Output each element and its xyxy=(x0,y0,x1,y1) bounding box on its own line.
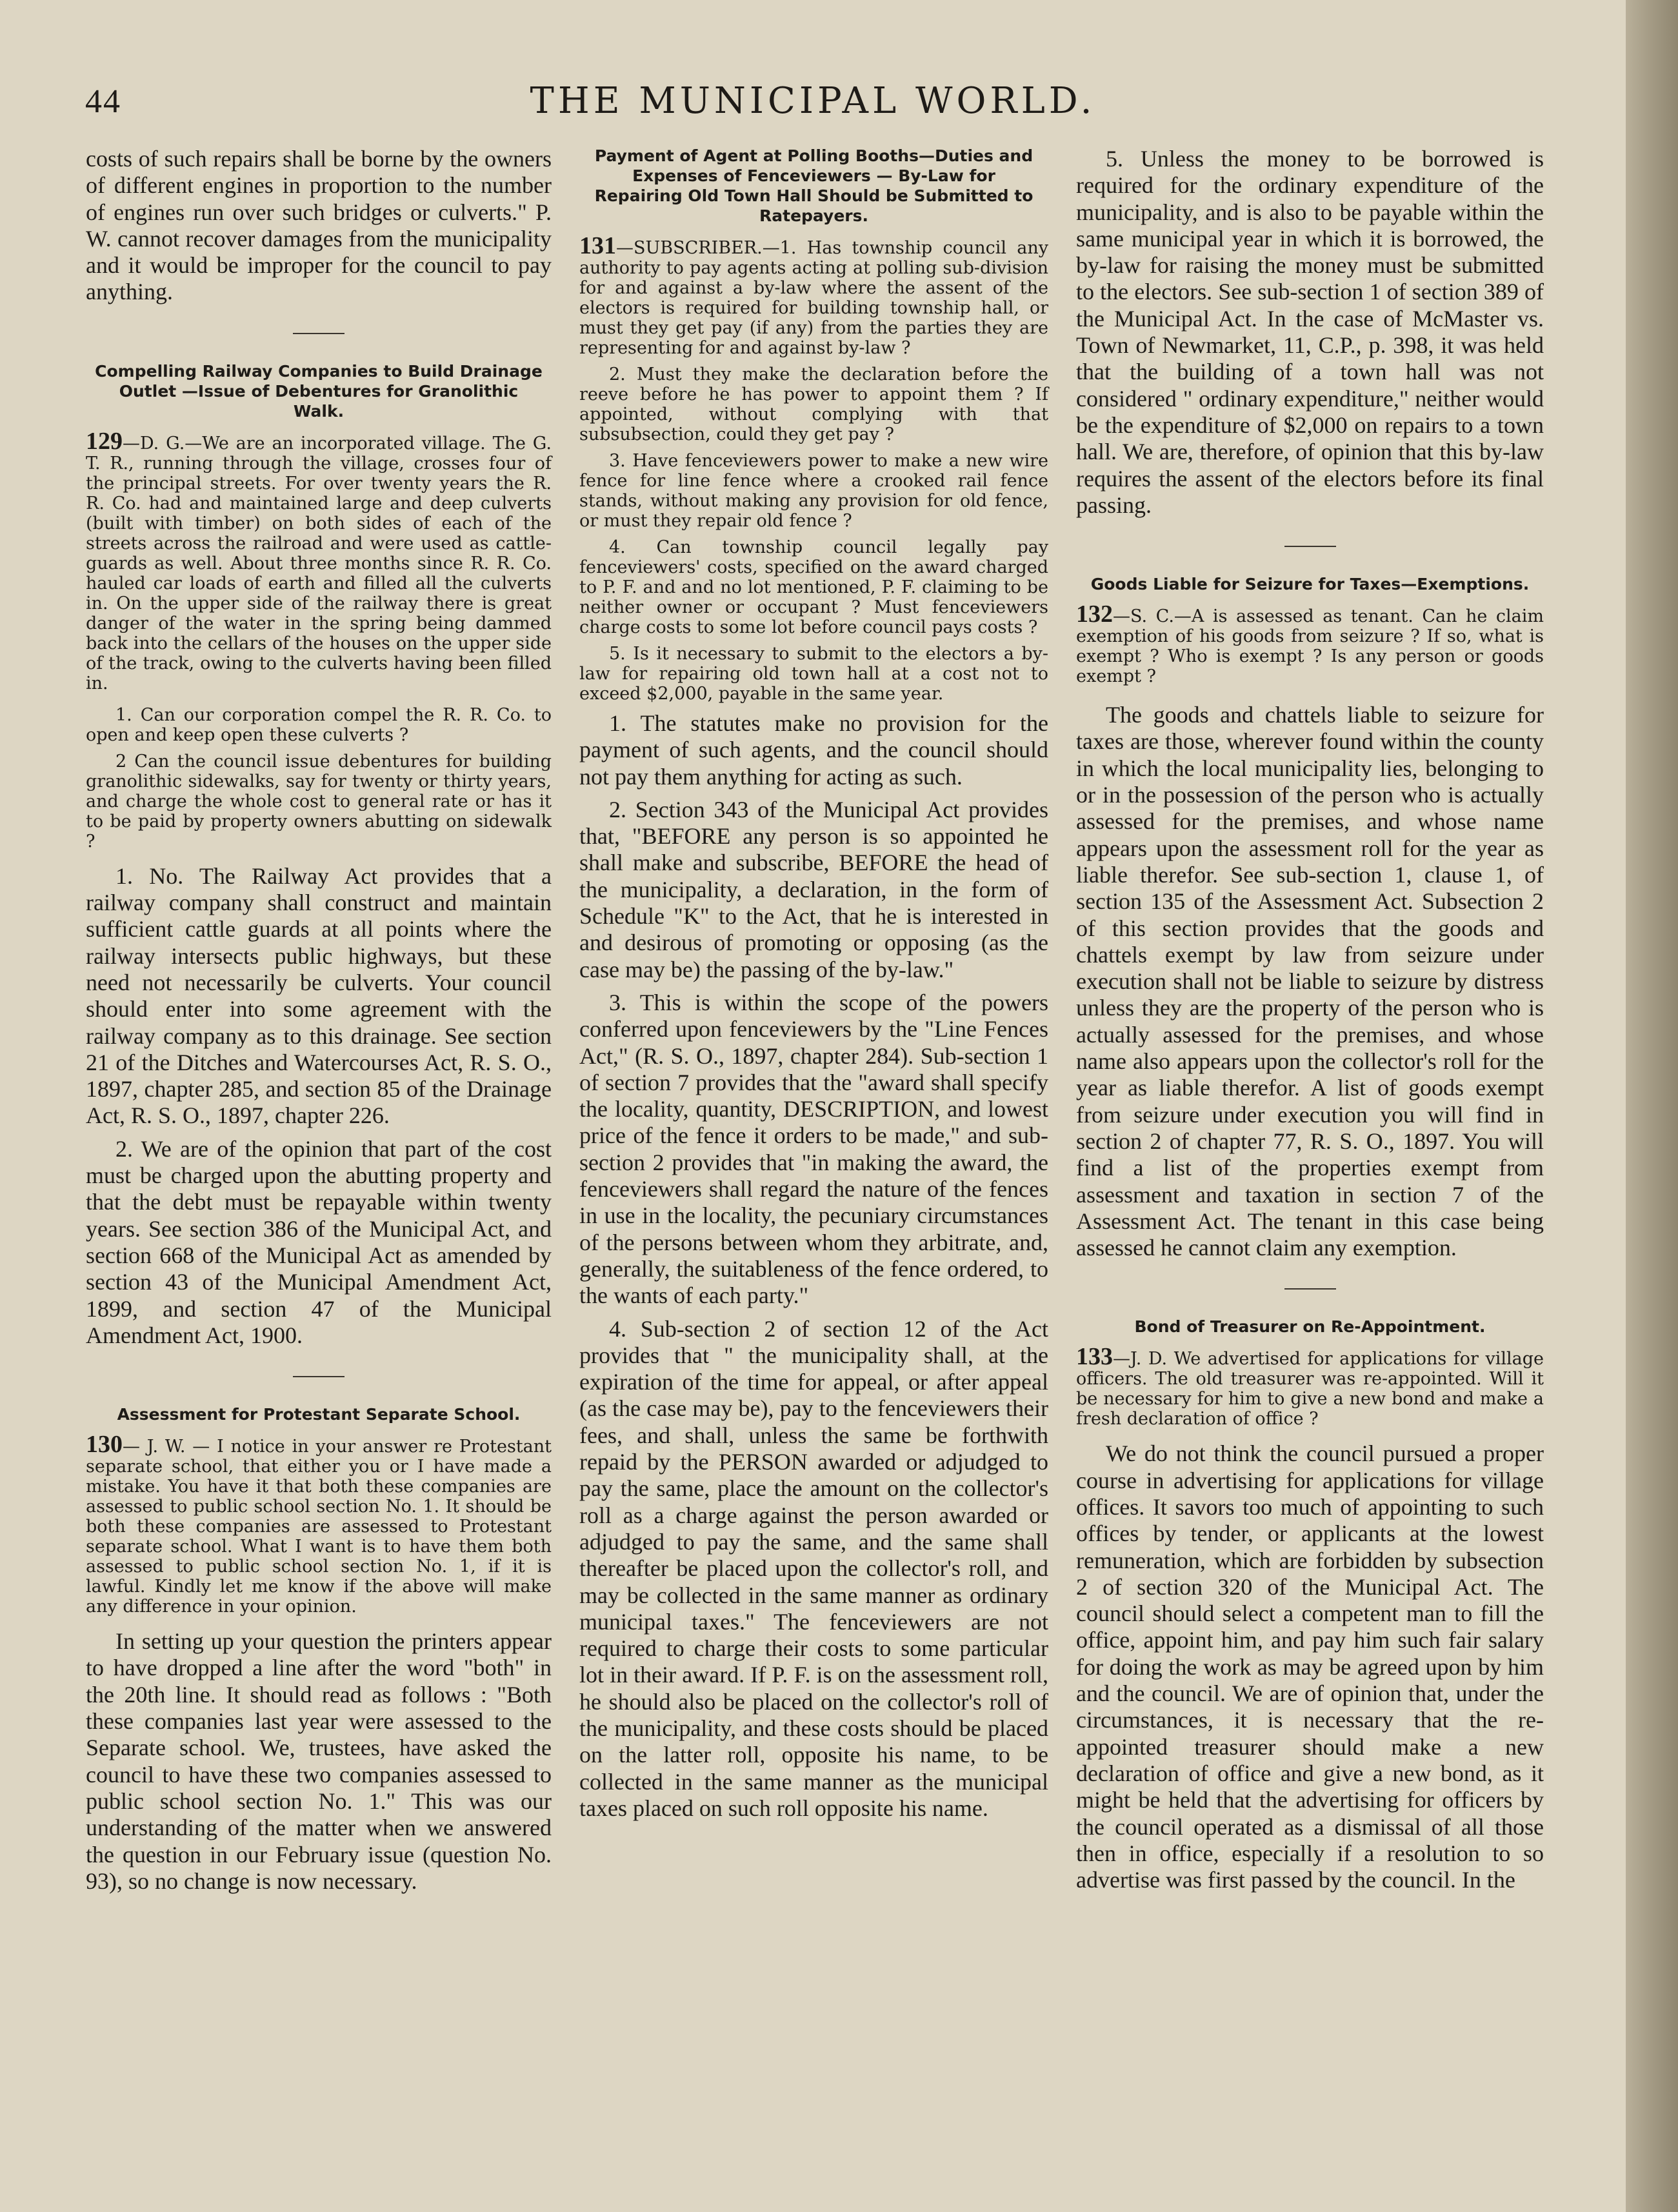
divider xyxy=(293,333,345,334)
question-number: 132 xyxy=(1076,601,1113,628)
divider xyxy=(293,1376,345,1377)
section-heading: Payment of Agent at Polling Booths—Duties and Expenses of Fenceviewers — By-Law for Repairing Old Town Hall Should be Submitted to Ratepayers. xyxy=(594,146,1034,225)
answer-paragraph: In setting up your question the printers appear to have dropped a line after the word "both" in the 20th line. It should read as follows : "Both these companies last year were assessed to the Separate school. We, trustees, have asked the council to have these two companies assessed to public school section No. 1." This was our understanding of the matter when we answered the question in our February issue (question No. 93), so no change is now necessary. xyxy=(86,1628,552,1894)
section-heading: Assessment for Protestant Separate School. xyxy=(117,1405,521,1424)
question-item: 3. Have fenceviewers power to make a new wire fence for line fence where a crooked rail fence stands, without making any provision for old fence, or must they repair old fence ? xyxy=(579,451,1048,531)
question-item: 2 Can the council issue debentures for building granolithic sidewalks, say for twenty or thirty years, and charge the whole cost to general rate or has it to be paid by property owners abutting on sidewalk ? xyxy=(86,751,552,852)
column-3 xyxy=(1076,146,1544,1900)
section-heading: Goods Liable for Seizure for Taxes—Exemptions. xyxy=(1090,575,1530,594)
question-131 xyxy=(579,232,1048,358)
question-132 xyxy=(1076,601,1544,687)
question-text: — J. W. — I notice in your answer re Protestant separate school, that either you or I have made a mistake. You have it that both these companies are assessed to public school section No. 1. It should be both these companies are assessed to Protestant separate school. What I want is to have them both assessed to public school section No. 1, if it is lawful. Kindly let me know if the above will make any difference in your opinion. xyxy=(86,1437,552,1617)
answer-paragraph: 5. Unless the money to be borrowed is required for the ordinary expenditure of the municipality, and is also to be payable within the same municipal year in which it is borrowed, the by-law for raising the money must be submitted to the electors. See sub-section 1 of section 389 of the Municipal Act. In the case of McMaster vs. Town of Newmarket, 11, C.P., p. 398, it was held that the building of a town hall was not considered " ordinary expenditure," neither would be the expenditure of $2,000 on repairs to a town hall. We are, therefore, of opinion that this by-law requires the assent of the electors before its final passing. xyxy=(1076,146,1544,518)
answer-paragraph: 1. No. The Railway Act provides that a railway company shall construct and maintain sufficient cattle guards at all points where the railway intersects public highways, but these need not necessarily be culverts. Your council should enter into some agreement with the railway company as to this drainage. See section 21 of the Ditches and Watercourses Act, R. S. O., 1897, chapter 285, and section 85 of the Drainage Act, R. S. O., 1897, chapter 226. xyxy=(86,862,552,1129)
divider xyxy=(1284,1288,1336,1290)
answer-paragraph: 1. The statutes make no provision for the payment of such agents, and the council should not pay them anything for acting as such. xyxy=(579,710,1048,790)
continued-answer: costs of such repairs shall be borne by the owners of different engines in proportion to the number of engines run over such bridges or culverts." P. W. cannot recover damages from the municipality and it would be improper for the council to pay anything. xyxy=(86,146,552,305)
page-number: 44 xyxy=(85,83,121,120)
section-heading: Bond of Treasurer on Re-Appointment. xyxy=(1134,1317,1486,1337)
question-text: —SUBSCRIBER.—1. Has township council any authority to pay agents acting at polling sub-division for and against a by-law where the assent of the electors is required for building township hall, or must they get pay (if any) from the parties they are representing for and against by-law ? xyxy=(579,238,1048,358)
column-2 xyxy=(579,146,1048,1828)
answer-paragraph: We do not think the council pursued a proper course in advertising for applications for village offices. It savors too much of appointing to such offices by tender, or applicants at the lowest remuneration, which are forbidden by subsection 2 of section 320 of the Municipal Act. The council should select a competent man to fill the office, appoint him, and pay him such fair salary for doing the work as may be agreed upon by him and the council. We are of opinion that, under the circumstances, it is necessary that the re-appointed treasurer should make a new declaration of office and give a new bond, as it might be held that the advertising for officers by the council operated as a dismissal of all those then in office, especially if a resolution to so advertise was first passed by the council. In the xyxy=(1076,1440,1544,1893)
answer-paragraph: 3. This is within the scope of the powers conferred upon fenceviewers by the "Line Fences Act," (R. S. O., 1897, chapter 284). Sub-section 1 of section 7 provides that the "award shall specify the locality, quantity, DESCRIPTION, and lowest price of the fence it orders to be made," and sub-section 2 provides that "in making the award, the fenceviewers shall regard the nature of the fences in use in the locality, the pecuniary circumstances of the persons between whom they arbitrate, and, generally, the suitableness of the fence ordered, to the wants of each party." xyxy=(579,989,1048,1309)
divider xyxy=(1284,546,1336,547)
column-1 xyxy=(86,146,552,1901)
question-number: 130 xyxy=(86,1431,123,1459)
question-text: —S. C.—A is assessed as tenant. Can he claim exemption of his goods from seizure ? If so, what is exempt ? Who is exempt ? Is any person or goods exempt ? xyxy=(1076,606,1544,687)
binding-gutter xyxy=(1626,0,1678,2212)
question-133 xyxy=(1076,1343,1544,1430)
question-129 xyxy=(86,427,552,693)
question-text: —J. D. We advertised for applications for village officers. The old treasurer was re-appointed. Will it be necessary for him to give a new bond and make a fresh declaration of office ? xyxy=(1076,1349,1544,1430)
running-title: THE MUNICIPAL WORLD. xyxy=(530,80,1096,122)
section-heading: Compelling Railway Companies to Build Drainage Outlet —Issue of Debentures for Granolithic Walk. xyxy=(95,361,543,421)
answer-paragraph: The goods and chattels liable to seizure for taxes are those, wherever found within the county in which the local municipality lies, belonging to or in the possession of the person who is actually assessed for the premises, and whose name appears upon the assessment roll for the year as liable therefor. See sub-section 1, clause 1, of section 135 of the Assessment Act. Subsection 2 of this section provides that the goods and chattels exempt by law from seizure under execution shall not be liable to seizure by distress unless they are the property of the person who is actually assessed for the premises, and whose name also appears upon the collector's roll for the year as liable therefor. A list of goods exempt from seizure under execution you will find in section 2 of chapter 77, R. S. O., 1897. You will find a list of the properties exempt from assessment and taxation in section 7 of the Assessment Act. The tenant in this case being assessed he cannot claim any exemption. xyxy=(1076,702,1544,1261)
question-text: —D. G.—We are an incorporated village. The G. T. R., running through the village, crosses four of the principal streets. For over twenty years the R. R. Co. had and maintained large and deep culverts (built with timber) on both sides of each of the streets across the railroad and were used as cattle-guards as well. About three months since R. R. Co. hauled car loads of earth and filled all the culverts in. On the upper side of the railway there is great danger of the water in the spring being dammed back into the cellars of the houses on the upper side of the track, owing to the culverts having been filled in. xyxy=(86,433,552,693)
question-item: 2. Must they make the declaration before the reeve before he has power to appoint them ? If appointed, without complying with that subsubsection, could they get pay ? xyxy=(579,364,1048,444)
question-130 xyxy=(86,1431,552,1617)
question-number: 133 xyxy=(1076,1343,1113,1371)
question-number: 129 xyxy=(86,427,123,455)
answer-paragraph: 2. We are of the opinion that part of the cost must be charged upon the abutting property and that the debt must be repayable within twenty years. See section 386 of the Municipal Act, and section 668 of the Municipal Act as amended by section 43 of the Municipal Amendment Act, 1899, and section 47 of the Municipal Amendment Act, 1900. xyxy=(86,1135,552,1348)
question-item: 1. Can our corporation compel the R. R. Co. to open and keep open these culverts ? xyxy=(86,704,552,745)
answer-paragraph: 2. Section 343 of the Municipal Act provides that, "BEFORE any person is so appointed he shall make and subscribe, BEFORE the head of the municipality, a declaration, in the form of Schedule "K" to the Act, that he is interested in and desirous of promoting or opposing (as the case may be) the passing of the by-law." xyxy=(579,796,1048,982)
question-item: 5. Is it necessary to submit to the electors a by-law for repairing old town hall at a cost not to exceed $2,000, payable in the same year. xyxy=(579,644,1048,704)
question-item: 4. Can township council legally pay fenceviewers' costs, specified on the award charged to P. F. and and no lot mentioned, P. F. claiming to be neither owner or occupant ? Must fenceviewers charge costs to some lot before council pays costs ? xyxy=(579,537,1048,637)
question-number: 131 xyxy=(579,232,616,259)
answer-paragraph: 4. Sub-section 2 of section 12 of the Act provides that " the municipality shall, at the expiration of the time for appeal, or after appeal (as the case may be), pay to the fenceviewers their fees, and shall, unless the same be forthwith repaid by the PERSON awarded or adjudged to pay the same, place the amount on the collector's roll as a charge against the person awarded or adjudged to pay the same, and the same shall thereafter be placed upon the collector's roll, and may be collected in the same manner as ordinary municipal taxes." The fenceviewers are not required to charge their costs to some particular lot in their award. If P. F. is on the assessment roll, he should also be placed on the collector's roll of the municipality, and these costs should be placed on the latter roll, opposite his name, to be collected in the same manner as the municipal taxes placed on such roll opposite his name. xyxy=(579,1315,1048,1821)
